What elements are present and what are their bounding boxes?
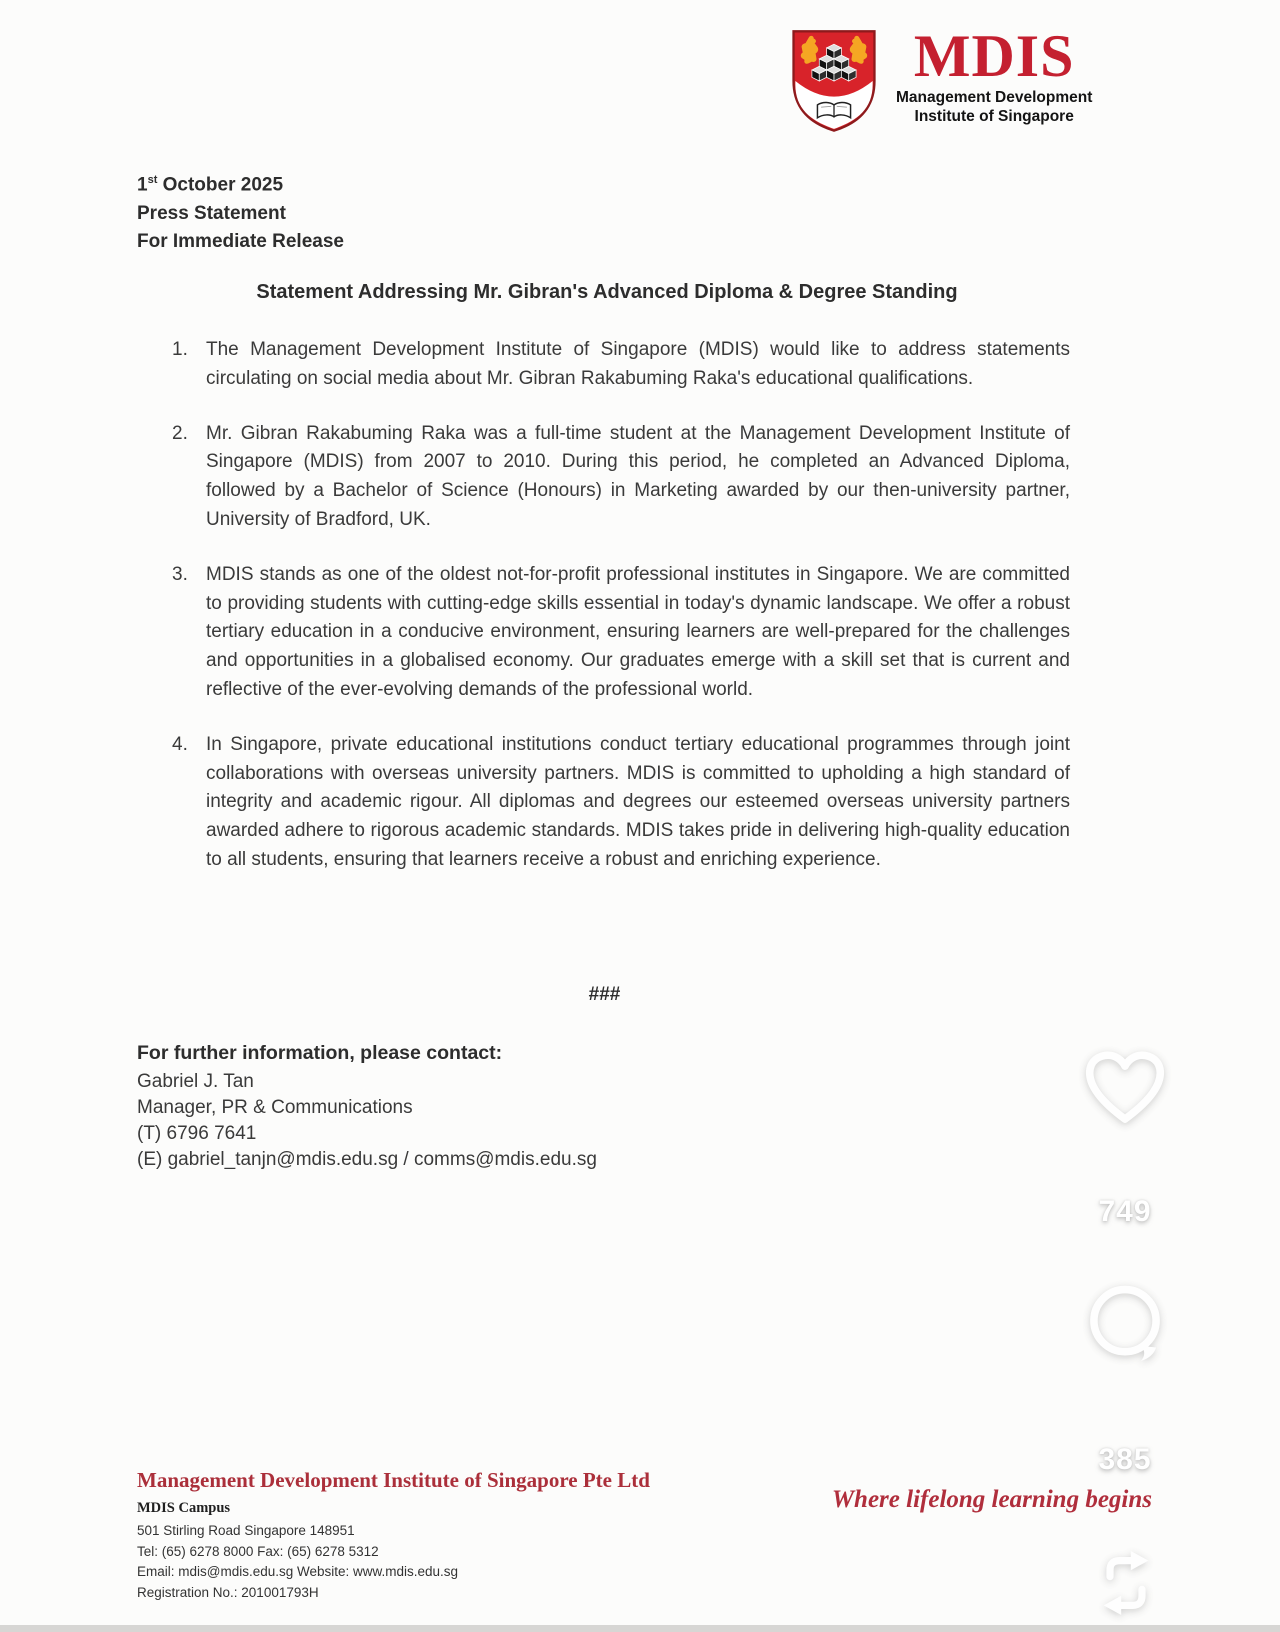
mdis-logo <box>788 23 1093 136</box>
bottom-edge-strip <box>0 1625 1280 1632</box>
footer-campus-label: MDIS Campus <box>137 1500 231 1516</box>
paragraph-text: MDIS stands as one of the oldest not-for-profit professional institutes in Singapore. We are committed to providing students with cutting-edge skills essential in today's dynamic landscape. We offer a robust tertiary education in a conducive environment, ensuring learners are well-prepared for the challenges and opportunities in a globalised economy. Our graduates emerge with a skill set that is current and reflective of the ever-evolving demands of the professional world. <box>206 563 1070 700</box>
contact-email: (E) gabriel_tanjn@mdis.edu.sg / comms@mdis.edu.sg <box>137 1149 597 1170</box>
repost-icon <box>1086 1534 1166 1632</box>
paragraph-text: The Management Development Institute of Singapore (MDIS) would like to address statements circulating on social media about Mr. Gibran Rakabuming Raka's educational qualifications. <box>206 339 1070 389</box>
footer-registration: Registration No.: 201001793H <box>137 1584 319 1600</box>
contact-phone: (T) 6796 7641 <box>137 1123 257 1144</box>
press-statement-label: Press Statement <box>137 202 286 224</box>
footer-email-website: Email: mdis@mdis.edu.sg Website: www.mdis.edu.sg <box>137 1564 459 1579</box>
footer-address: 501 Stirling Road Singapore 148951 <box>137 1523 355 1538</box>
document-title: Statement Addressing Mr. Gibran's Advanced Diploma & Degree Standing <box>256 281 958 303</box>
paragraph-1 <box>172 336 1070 394</box>
immediate-release-label: For Immediate Release <box>137 231 344 253</box>
repost-button[interactable] <box>1086 1534 1166 1632</box>
paragraph-number: 3. <box>172 563 188 585</box>
mdis-acronym: MDIS <box>913 23 1075 89</box>
like-button[interactable] <box>1083 1050 1167 1134</box>
release-date: 1st October 2025 <box>137 174 284 196</box>
paragraph-number: 2. <box>172 422 188 444</box>
release-header <box>137 166 344 257</box>
letterhead-footer <box>137 1468 650 1603</box>
contact-block <box>137 1040 597 1173</box>
paragraph-4 <box>172 731 1070 875</box>
paragraph-3 <box>172 561 1070 705</box>
contact-name: Gabriel J. Tan <box>137 1071 254 1092</box>
comment-button[interactable] <box>1083 1282 1167 1374</box>
paragraph-text: Mr. Gibran Rakabuming Raka was a full-time student at the Management Development Institute of Singapore (MDIS) from 2007 to 2010. During this period, he completed an Advanced Diploma, followed by a Bachelor of Science (Honours) in Marketing awarded by our then-university partner, University of Bradford, UK. <box>206 422 1070 530</box>
paragraph-text: In Singapore, private educational institutions conduct tertiary educational programmes through joint collaborations with overseas university partners. MDIS is committed to upholding a high standard of integrity and academic rigour. All diplomas and degrees our esteemed overseas university partners awarded adhere to rigorous academic standards. MDIS takes pride in delivering high-quality education to all students, ensuring that learners receive a robust and enriching experience. <box>206 733 1070 870</box>
heart-icon <box>1083 1050 1167 1126</box>
statement-paragraphs <box>172 336 1070 901</box>
mdis-crest-icon <box>788 26 880 136</box>
contact-heading: For further information, please contact: <box>137 1042 503 1064</box>
contact-role: Manager, PR & Communications <box>137 1097 413 1118</box>
comment-icon <box>1083 1282 1167 1366</box>
end-marker: ### <box>588 984 621 1005</box>
like-count: 749 <box>1098 1195 1152 1228</box>
paragraph-number: 1. <box>172 339 188 360</box>
footer-company-name: Management Development Institute of Singapore Pte Ltd <box>137 1468 650 1492</box>
footer-tagline: Where lifelong learning begins <box>831 1486 1152 1513</box>
paragraph-number: 4. <box>172 733 188 755</box>
mdis-subtitle: Management Development Institute of Singapore <box>896 89 1093 125</box>
comment-count: 385 <box>1098 1443 1152 1476</box>
footer-tel-fax: Tel: (65) 6278 8000 Fax: (65) 6278 5312 <box>137 1543 379 1559</box>
mdis-wordmark <box>896 23 1093 126</box>
paragraph-2 <box>172 420 1070 535</box>
